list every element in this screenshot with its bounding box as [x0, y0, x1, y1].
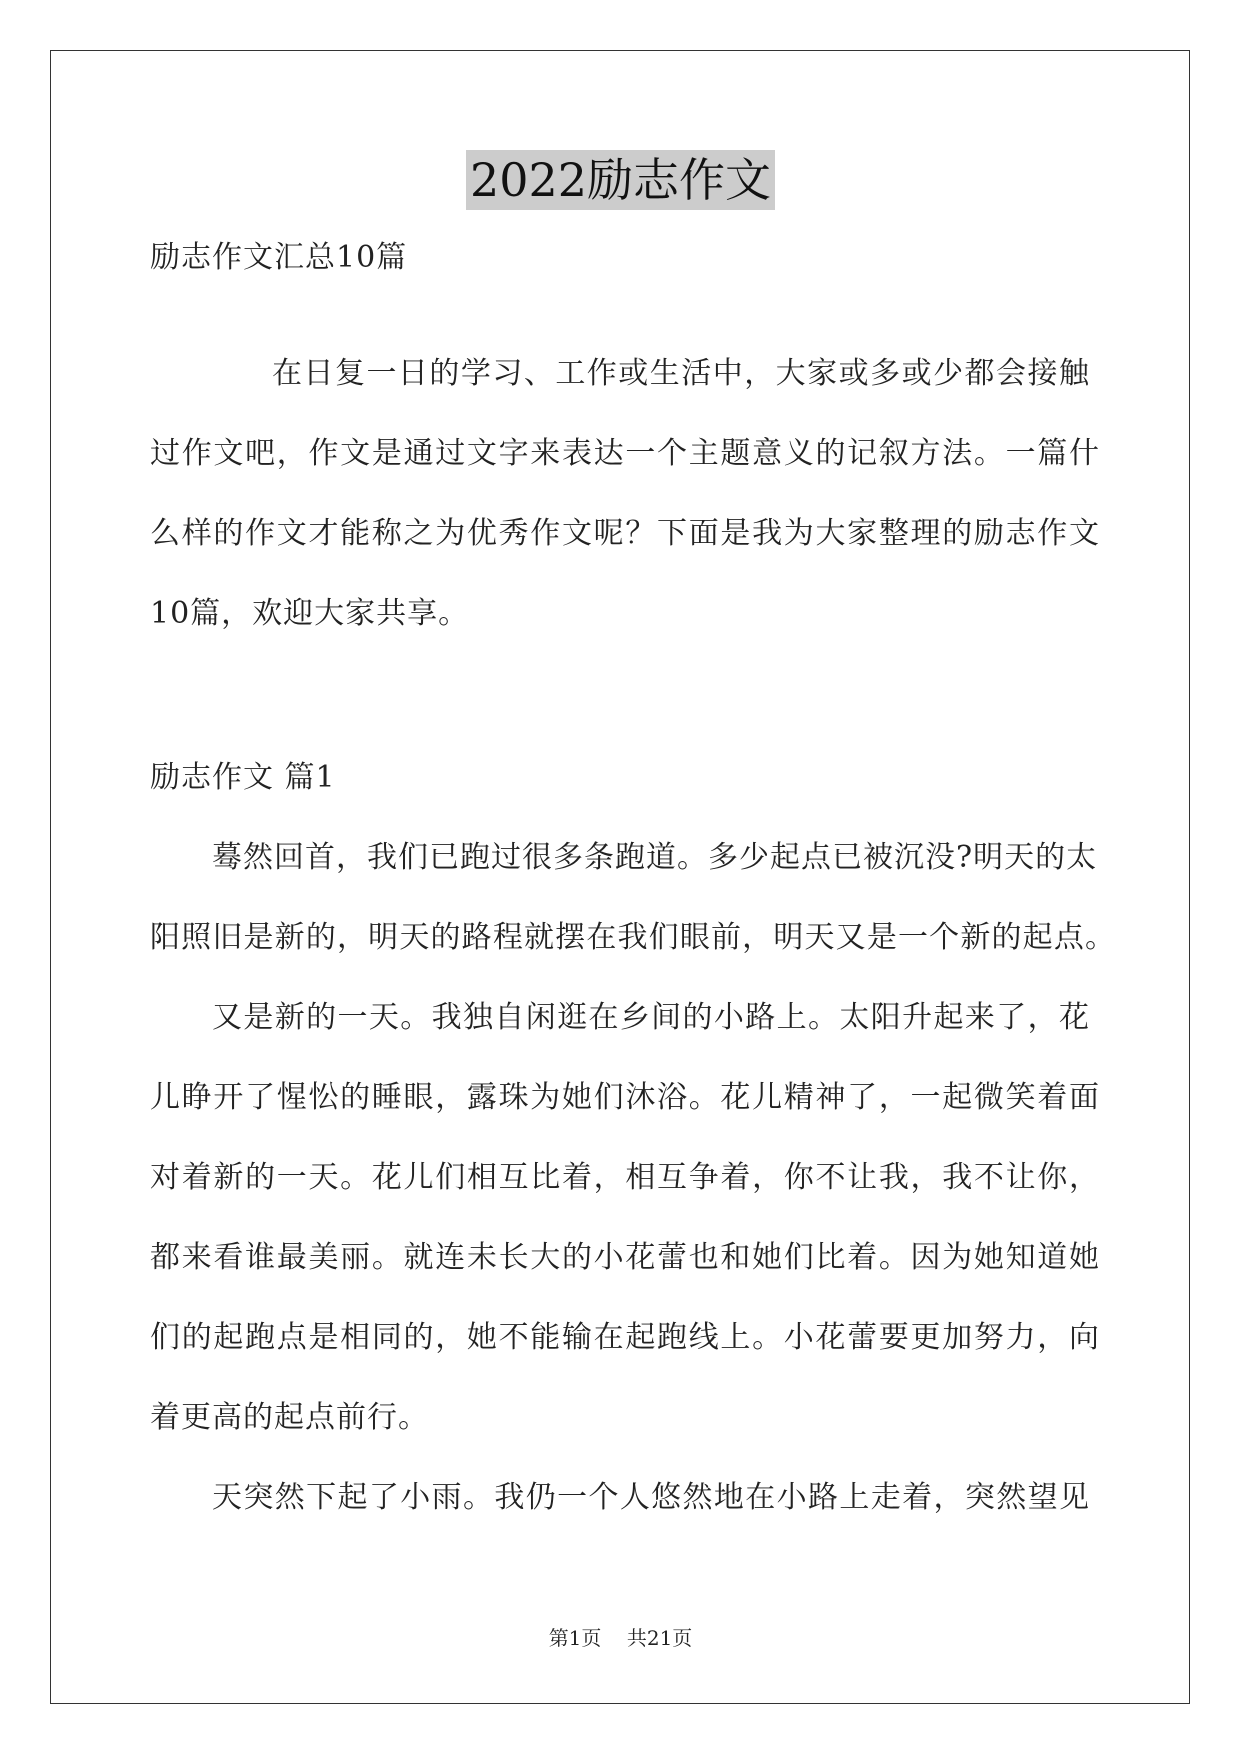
paragraph-line: 天突然下起了小雨。我仍一个人悠然地在小路上走着，突然望见: [212, 1480, 1090, 1515]
page-number-label: 第1页 共21页: [548, 1626, 693, 1650]
paragraph-line: 着更高的起点前行。: [150, 1400, 429, 1435]
intro-line: 过作文吧，作文是通过文字来表达一个主题意义的记叙方法。一篇什: [150, 436, 1100, 471]
paragraph-line: 阳照旧是新的，明天的路程就摆在我们眼前，明天又是一个新的起点。: [150, 920, 1116, 955]
document-subtitle: 励志作文汇总10篇: [150, 240, 408, 275]
paragraph-line: 都来看谁最美丽。就连未长大的小花蕾也和她们比着。因为她知道她: [150, 1240, 1100, 1275]
document-title: [0, 150, 1241, 210]
paragraph-line: 们的起跑点是相同的，她不能输在起跑线上。小花蕾要更加努力，向: [150, 1320, 1100, 1355]
paragraph-line: 蓦然回首，我们已跑过很多条跑道。多少起点已被沉没?明天的太: [212, 840, 1098, 875]
intro-line: 10篇，欢迎大家共享。: [150, 596, 470, 631]
section-heading: 励志作文 篇1: [150, 760, 336, 795]
paragraph-line: 儿睁开了惺忪的睡眼，露珠为她们沐浴。花儿精神了，一起微笑着面: [150, 1080, 1100, 1115]
intro-line: 在日复一日的学习、工作或生活中，大家或多或少都会接触: [272, 356, 1090, 391]
intro-line: 么样的作文才能称之为优秀作文呢？下面是我为大家整理的励志作文: [150, 516, 1100, 551]
paragraph-line: 又是新的一天。我独自闲逛在乡间的小路上。太阳升起来了，花: [212, 1000, 1090, 1035]
page-footer: [0, 1624, 1241, 1652]
document-title-text: 2022励志作文: [466, 150, 775, 210]
paragraph-line: 对着新的一天。花儿们相互比着，相互争着，你不让我，我不让你，: [150, 1160, 1100, 1195]
